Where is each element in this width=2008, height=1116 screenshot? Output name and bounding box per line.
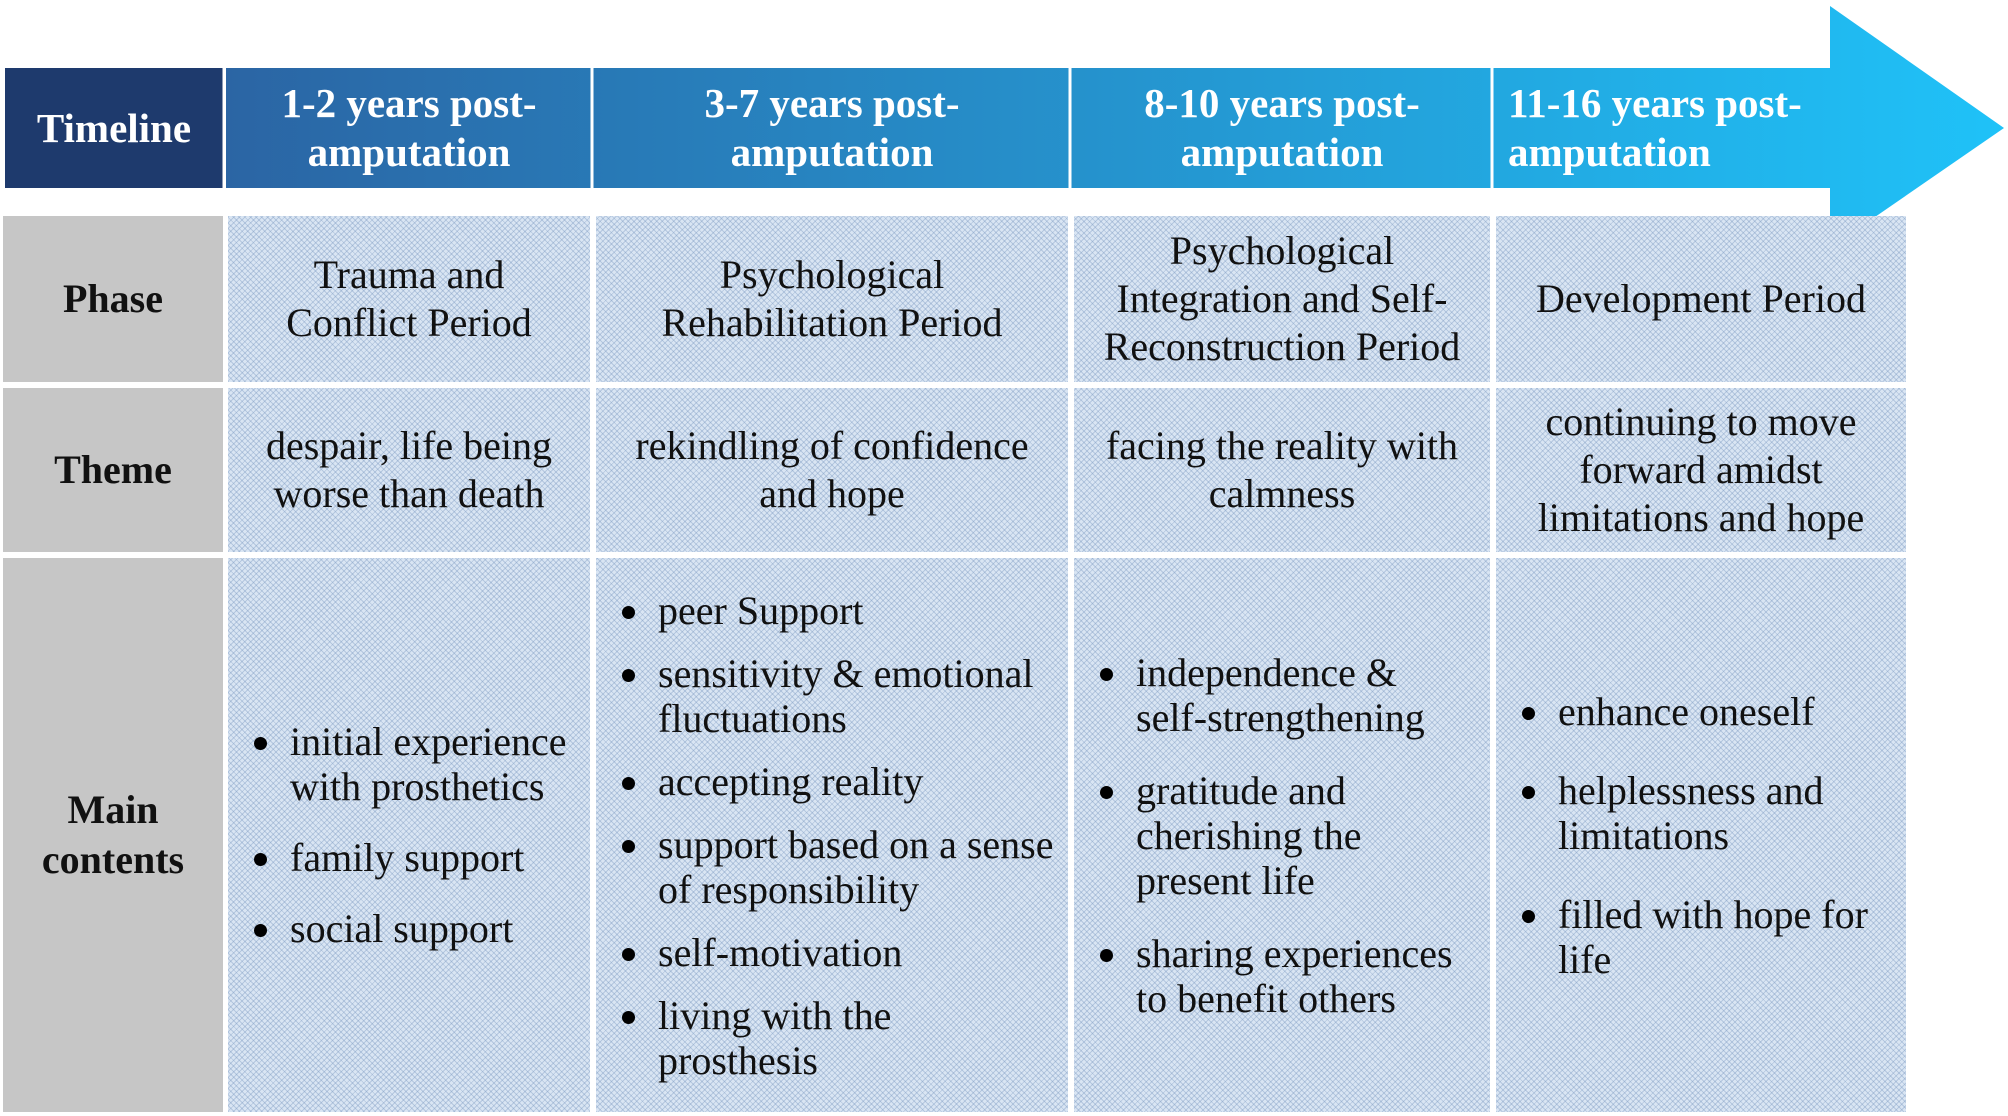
phase-text-1: Trauma and Conflict Period	[286, 252, 532, 345]
contents-list-4	[1520, 655, 1868, 1016]
timeline-label	[5, 68, 223, 188]
contents-list-2	[620, 570, 1054, 1101]
theme-cell-4	[1496, 388, 1906, 552]
contents-list-3	[1098, 622, 1453, 1049]
period-header-4	[1494, 68, 1824, 188]
content-item: enhance oneself	[1520, 689, 1868, 734]
theme-cell-1	[228, 388, 590, 552]
period-header-1-text: 1-2 years post- amputation	[281, 80, 537, 175]
content-item: helplessness and limitations	[1520, 768, 1868, 858]
content-item: sensitivity & emotional fluctuations	[620, 651, 1054, 741]
period-header-4-text: 11-16 years post- amputation	[1508, 80, 1802, 175]
period-header-1	[226, 68, 592, 188]
content-item: accepting reality	[620, 759, 1054, 804]
contents-cell-3	[1074, 558, 1490, 1112]
phase-cell-3	[1074, 216, 1490, 382]
period-header-2	[594, 68, 1070, 188]
contents-cell-4	[1496, 558, 1906, 1112]
theme-row-label: Theme	[3, 388, 223, 552]
theme-cell-3	[1074, 388, 1490, 552]
contents-row-label: Main contents	[3, 558, 223, 1112]
period-header-3	[1072, 68, 1492, 188]
content-item: initial experience with prosthetics	[252, 719, 567, 809]
content-item: family support	[252, 835, 567, 880]
period-header-3-text: 8-10 years post- amputation	[1144, 80, 1420, 175]
content-item: filled with hope for life	[1520, 892, 1868, 982]
phase-row-label: Phase	[3, 216, 223, 382]
period-header-2-text: 3-7 years post- amputation	[704, 80, 960, 175]
content-item: gratitude and cherishing the present life	[1098, 768, 1453, 903]
theme-text-1: despair, life being worse than death	[265, 423, 553, 516]
content-item: support based on a sense of responsibility	[620, 822, 1054, 912]
theme-cell-2	[596, 388, 1068, 552]
phase-text-4: Development Period	[1536, 276, 1866, 321]
content-item: living with the prosthesis	[620, 993, 1054, 1083]
theme-text-2: rekindling of confidence and hope	[635, 423, 1029, 516]
timeline-label-text: Timeline	[36, 104, 192, 151]
phase-cell-2	[596, 216, 1068, 382]
content-item: social support	[252, 906, 567, 951]
phase-text-3: Psychological Integration and Self- Reconstruction Period	[1103, 228, 1461, 369]
phase-cell-4	[1496, 216, 1906, 382]
theme-text-4: continuing to move forward amidst limitations and hope	[1537, 399, 1865, 540]
contents-list-1	[252, 693, 567, 977]
content-item: peer Support	[620, 588, 1054, 633]
phase-text-2: Psychological Rehabilitation Period	[661, 252, 1003, 345]
content-item: sharing experiences to benefit others	[1098, 931, 1453, 1021]
contents-cell-2	[596, 558, 1068, 1112]
contents-cell-1	[228, 558, 590, 1112]
phase-cell-1	[228, 216, 590, 382]
theme-text-3: facing the reality with calmness	[1105, 423, 1459, 516]
content-item: independence & self-strengthening	[1098, 650, 1453, 740]
content-item: self-motivation	[620, 930, 1054, 975]
